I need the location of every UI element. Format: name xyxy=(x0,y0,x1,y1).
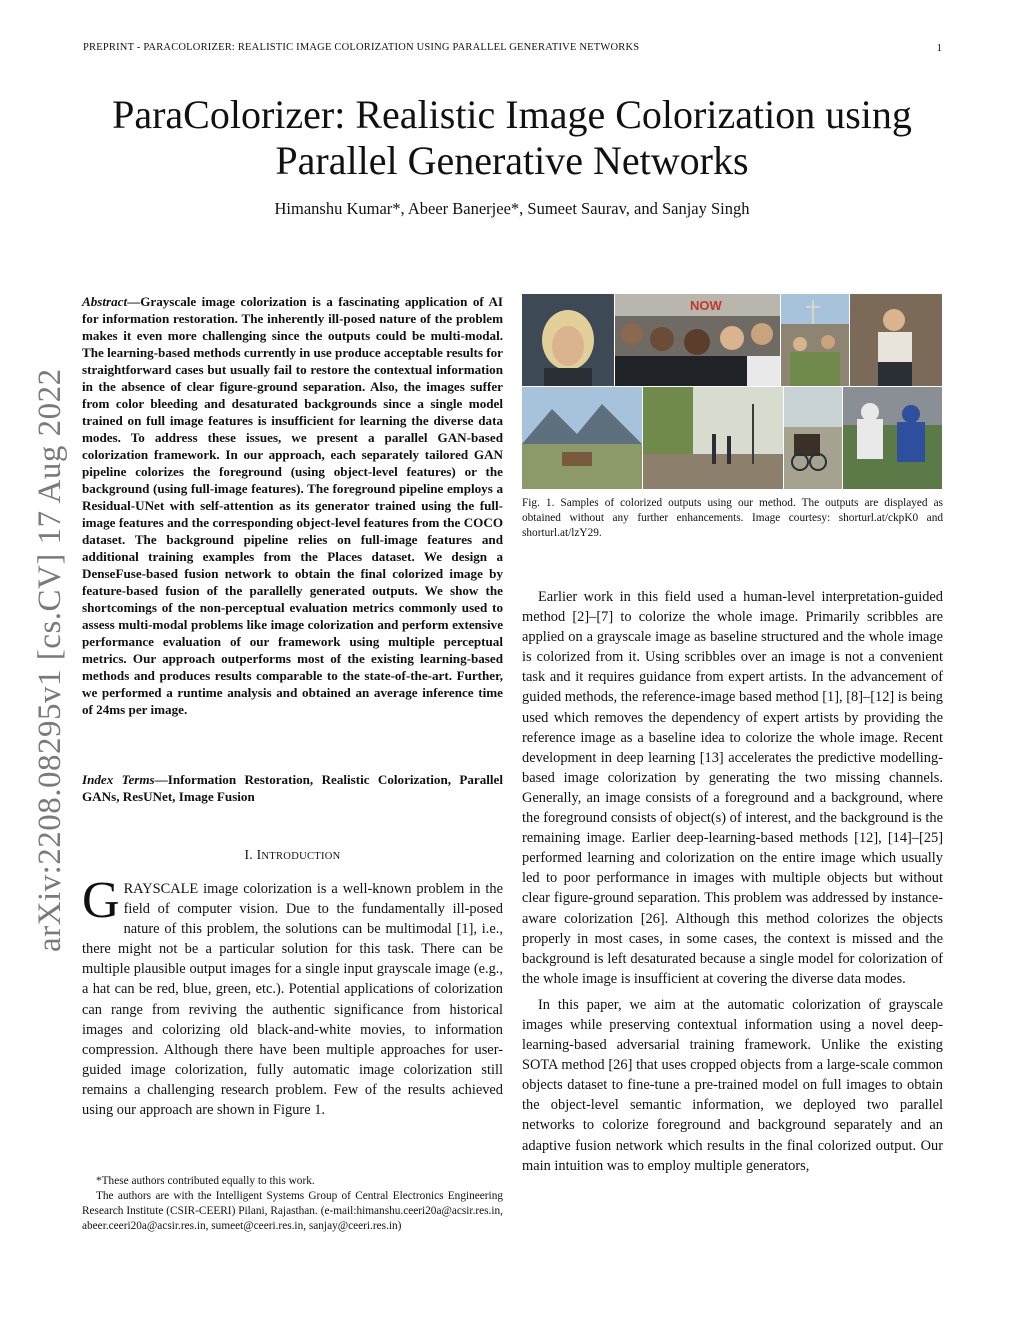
section-title-initial: I xyxy=(256,847,262,862)
abstract-label: Abstract xyxy=(82,294,128,309)
abstract-text: —Grayscale image colorization is a fascinating application of AI for information restoration. The inherently ill-posed nature of the problem makes it even more challenging since the outputs could be multi-modal. The learning-based methods currently in use produce acceptable results for straightforward cases but usually fail to restore the contextual information in the absence of clear figure-ground separation. Also, the images suffer from color bleeding and desaturated backgrounds since a single model trained on full image features is insufficient for learning the diverse data modes. To address these issues, we present a parallel GAN-based colorization framework. In our approach, each separately tailored GAN pipeline colorizes the foreground (using object-level features) or the background (using full-image features). The foreground pipeline employs a Residual-UNet with self-attention as its generator trained using the full-image features and the corresponding object-level features from the COCO dataset. The background pipeline relies on full-image features and additional training examples from the Places dataset. We design a DenseFuse-based fusion network to obtain the final colorized image by feature-based fusion of the parallelly generated outputs. We show the shortcomings of the non-perceptual evaluation metrics commonly used to assess multi-modal problems like image colorization and perform extensive performance evaluation of our framework using multiple perceptual metrics. Our approach outperforms most of the existing learning-based methods and produces results comparable to the state-of-the-art. Further, we performed a runtime analysis and obtained an average inference time of 24ms per image. xyxy=(82,294,503,717)
running-header: PREPRINT - PARACOLORIZER: REALISTIC IMAGE COLORIZATION USING PARALLEL GENERATIVE NETWORKS xyxy=(83,42,640,53)
title-line-1: ParaColorizer: Realistic Image Colorization using xyxy=(112,92,912,137)
title-line-2: Parallel Generative Networks xyxy=(275,138,749,183)
protest-sign: NOW xyxy=(690,298,722,313)
footnote-affiliation: The authors are with the Intelligent Systems Group of Central Electronics Engineering Research Institute (CSIR-CEERI) Pilani, Rajasthan. (e-mail:himanshu.ceeri20a@acsir.res.in, abeer.ceeri20a@acsir.res.in, sumeet@ceeri.res.in, sanjay@ceeri.res.in) xyxy=(82,1190,503,1232)
section-title-rest: NTRODUCTION xyxy=(261,851,341,862)
index-terms-text: —Information Restoration, Realistic Colorization, Parallel GANs, ResUNet, Image Fusion xyxy=(82,772,504,804)
index-terms-label: Index Terms xyxy=(82,772,155,787)
paragraph-this-paper: In this paper, we aim at the automatic colorization of grayscale images while preserving contextual information using a novel deep-learning-based adversarial training framework. Unlike the existing SOTA method [26] that uses cropped objects from a large-scale common objects dataset to fine-tune a pre-trained model on full images to obtain the object-level semantic information, we deployed two parallel networks to colorize foreground and background separately and an adaptive fusion network which results in the final colorized output. Our main intuition was to employ multiple generators, xyxy=(522,996,943,1174)
footnote-equal-contribution: *These authors contributed equally to this work. xyxy=(96,1175,315,1187)
author-list: Himanshu Kumar*, Abeer Banerjee*, Sumeet Saurav, and Sanjay Singh xyxy=(274,199,750,218)
index-terms xyxy=(82,771,503,805)
portrait-dress xyxy=(544,368,592,386)
paragraph-earlier-work: Earlier work in this field used a human-level interpretation-guided method [2]–[7] to colorize the whole image. Primarily scribbles are applied on a grayscale image as baseline structured and the whole image is colorized from it. Using scribbles over an image is not a convenient task and it requires guidance from expert artists. In the advancement of guided methods, the reference-image based method [1], [8]–[12] is being used which removes the dependency of expert artists by providing the reference image as a baseline idea to colorize the whole image. Recent development in deep learning [13] accelerates the predictive modelling-based image colorization by generating the two missing channels. Generally, an image consists of a foreground and a background, where the foreground consists of object(s) of interest, and the background is the remaining image. Earlier deep-learning-based methods [12], [14]–[25] performed learning and colorization on the entire image which usually led to poor performance in images with multiple objects but without clear figure-ground separation. This problem was addressed by instance-aware colorization [26]. Although this method colorizes the objects properly in most cases, in some cases, the context is missed and the background is left desaturated because a single model for colorization of the whole image is insufficient at covering the diverse data modes. xyxy=(522,589,943,987)
page-number: 1 xyxy=(936,42,942,54)
figure-1-collage xyxy=(522,294,942,489)
colorized-samples-image xyxy=(522,294,942,489)
section-numeral: I. xyxy=(244,847,257,862)
arxiv-watermark: arXiv:2208.08295v1 [cs.CV] 17 Aug 2022 xyxy=(32,368,68,952)
introduction-paragraph xyxy=(82,872,503,1120)
paper-title xyxy=(60,92,964,184)
section-heading xyxy=(82,847,503,863)
abstract xyxy=(82,293,503,718)
portrait-face xyxy=(552,326,584,366)
footnotes xyxy=(82,1174,503,1234)
right-column-body xyxy=(522,587,943,1176)
intro-text: RAYSCALE image colorization is a well-known problem in the field of computer vision. Due to the fundamentally ill-posed nature of this problem, the solutions can be multimodal [1], i.e., there might not be a particular solution for this task. There can be multiple plausible output images for a single input grayscale image (e.g., a hat can be red, blue, green, etc.). Potential applications of colorization can range from reviving the authentic significance from historical images and colorizing old black-and-white movies, to information compression. Although there have been multiple approaches for user-guided image colorization, fully automatic image colorization still remains a challenging research problem. Few of the results achieved using our approach are shown in Figure 1. xyxy=(82,881,503,1119)
drop-cap: G xyxy=(82,872,120,929)
figure-caption: Fig. 1. Samples of colorized outputs using our method. The outputs are displayed as obtained without any further enhancements. Image courtesy: shorturl.at/ckpK0 and shorturl.at/lzY29. xyxy=(522,497,943,539)
